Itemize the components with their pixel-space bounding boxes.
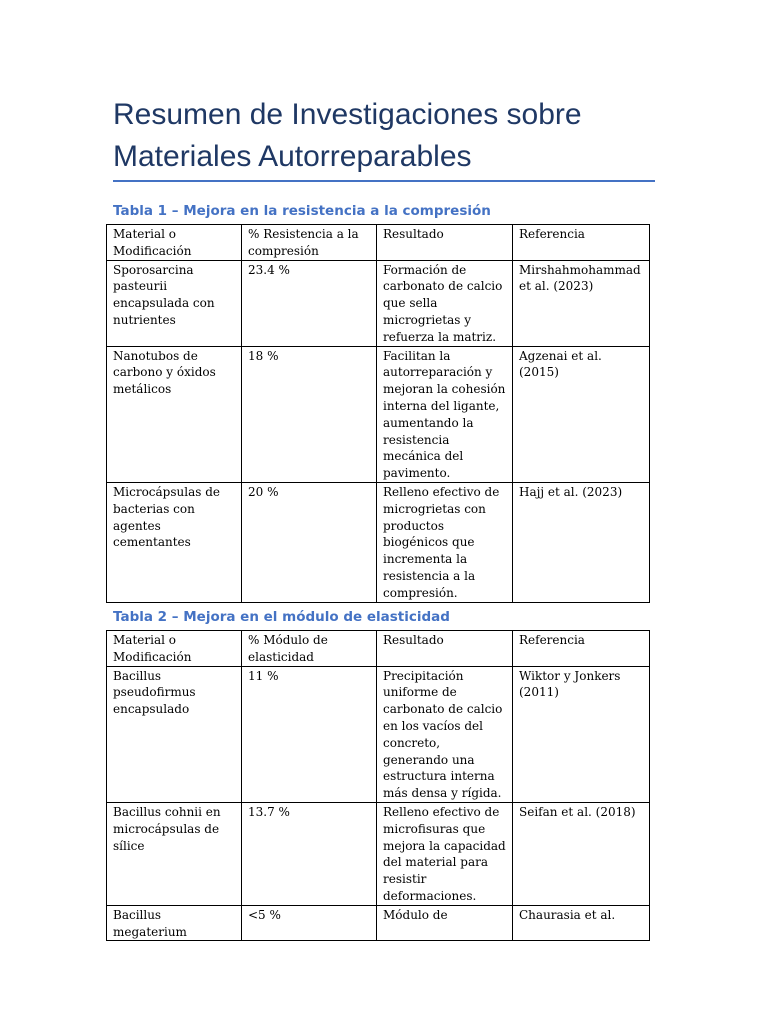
cell-percent: 20 %	[242, 482, 377, 602]
cell-material: Microcápsulas de bacterias con agentes cementantes	[107, 482, 242, 602]
elastic-modulus-table	[106, 630, 650, 941]
cell-material: Nanotubos de carbono y óxidos metálicos	[107, 346, 242, 482]
cell-result: Facilitan la autorreparación y mejoran la cohesión interna del ligante, aumentando la resistencia mecánica del pavimento.	[377, 346, 513, 482]
cell-result: Formación de carbonato de calcio que sella microgrietas y refuerza la matriz.	[377, 260, 513, 346]
header-cell-reference: Referencia	[513, 225, 650, 261]
header-cell-result: Resultado	[377, 631, 513, 667]
cell-reference: Chaurasia et al.	[513, 905, 650, 941]
cell-percent: <5 %	[242, 905, 377, 941]
header-cell-reference: Referencia	[513, 631, 650, 667]
table-header-row	[107, 225, 650, 261]
cell-result: Relleno efectivo de microgrietas con productos biogénicos que incrementa la resistencia a la compresión.	[377, 482, 513, 602]
table-row	[107, 905, 650, 941]
cell-material: Bacillus cohnii en microcápsulas de sílice	[107, 802, 242, 905]
table1-caption: Tabla 1 – Mejora en la resistencia a la compresión	[113, 203, 491, 219]
table-row	[107, 260, 650, 346]
cell-material: Sporosarcina pasteurii encapsulada con nutrientes	[107, 260, 242, 346]
cell-reference: Wiktor y Jonkers (2011)	[513, 666, 650, 802]
compressive-strength-table	[106, 224, 650, 603]
header-cell-material: Material o Modificación	[107, 225, 242, 261]
cell-result: Relleno efectivo de microfisuras que mejora la capacidad del material para resistir deformaciones.	[377, 802, 513, 905]
title-underline	[113, 180, 655, 182]
header-cell-percent: % Módulo de elasticidad	[242, 631, 377, 667]
document-title: Resumen de Investigaciones sobre Materiales Autorreparables	[113, 98, 582, 173]
cell-reference: Seifan et al. (2018)	[513, 802, 650, 905]
cell-result: Precipitación uniforme de carbonato de calcio en los vacíos del concreto, generando una estructura interna más densa y rígida.	[377, 666, 513, 802]
table-row	[107, 666, 650, 802]
header-cell-material: Material o Modificación	[107, 631, 242, 667]
cell-material: Bacillus pseudofirmus encapsulado	[107, 666, 242, 802]
table-row	[107, 482, 650, 602]
table-row	[107, 346, 650, 482]
table-row	[107, 802, 650, 905]
header-cell-result: Resultado	[377, 225, 513, 261]
table2-caption: Tabla 2 – Mejora en el módulo de elasticidad	[113, 609, 450, 625]
cell-reference: Agzenai et al. (2015)	[513, 346, 650, 482]
cell-percent: 11 %	[242, 666, 377, 802]
cell-percent: 23.4 %	[242, 260, 377, 346]
cell-reference: Hajj et al. (2023)	[513, 482, 650, 602]
cell-percent: 18 %	[242, 346, 377, 482]
cell-percent: 13.7 %	[242, 802, 377, 905]
header-cell-percent: % Resistencia a la compresión	[242, 225, 377, 261]
cell-reference: Mirshahmohammad et al. (2023)	[513, 260, 650, 346]
table-header-row	[107, 631, 650, 667]
cell-material: Bacillus megaterium	[107, 905, 242, 941]
cell-result: Módulo de	[377, 905, 513, 941]
